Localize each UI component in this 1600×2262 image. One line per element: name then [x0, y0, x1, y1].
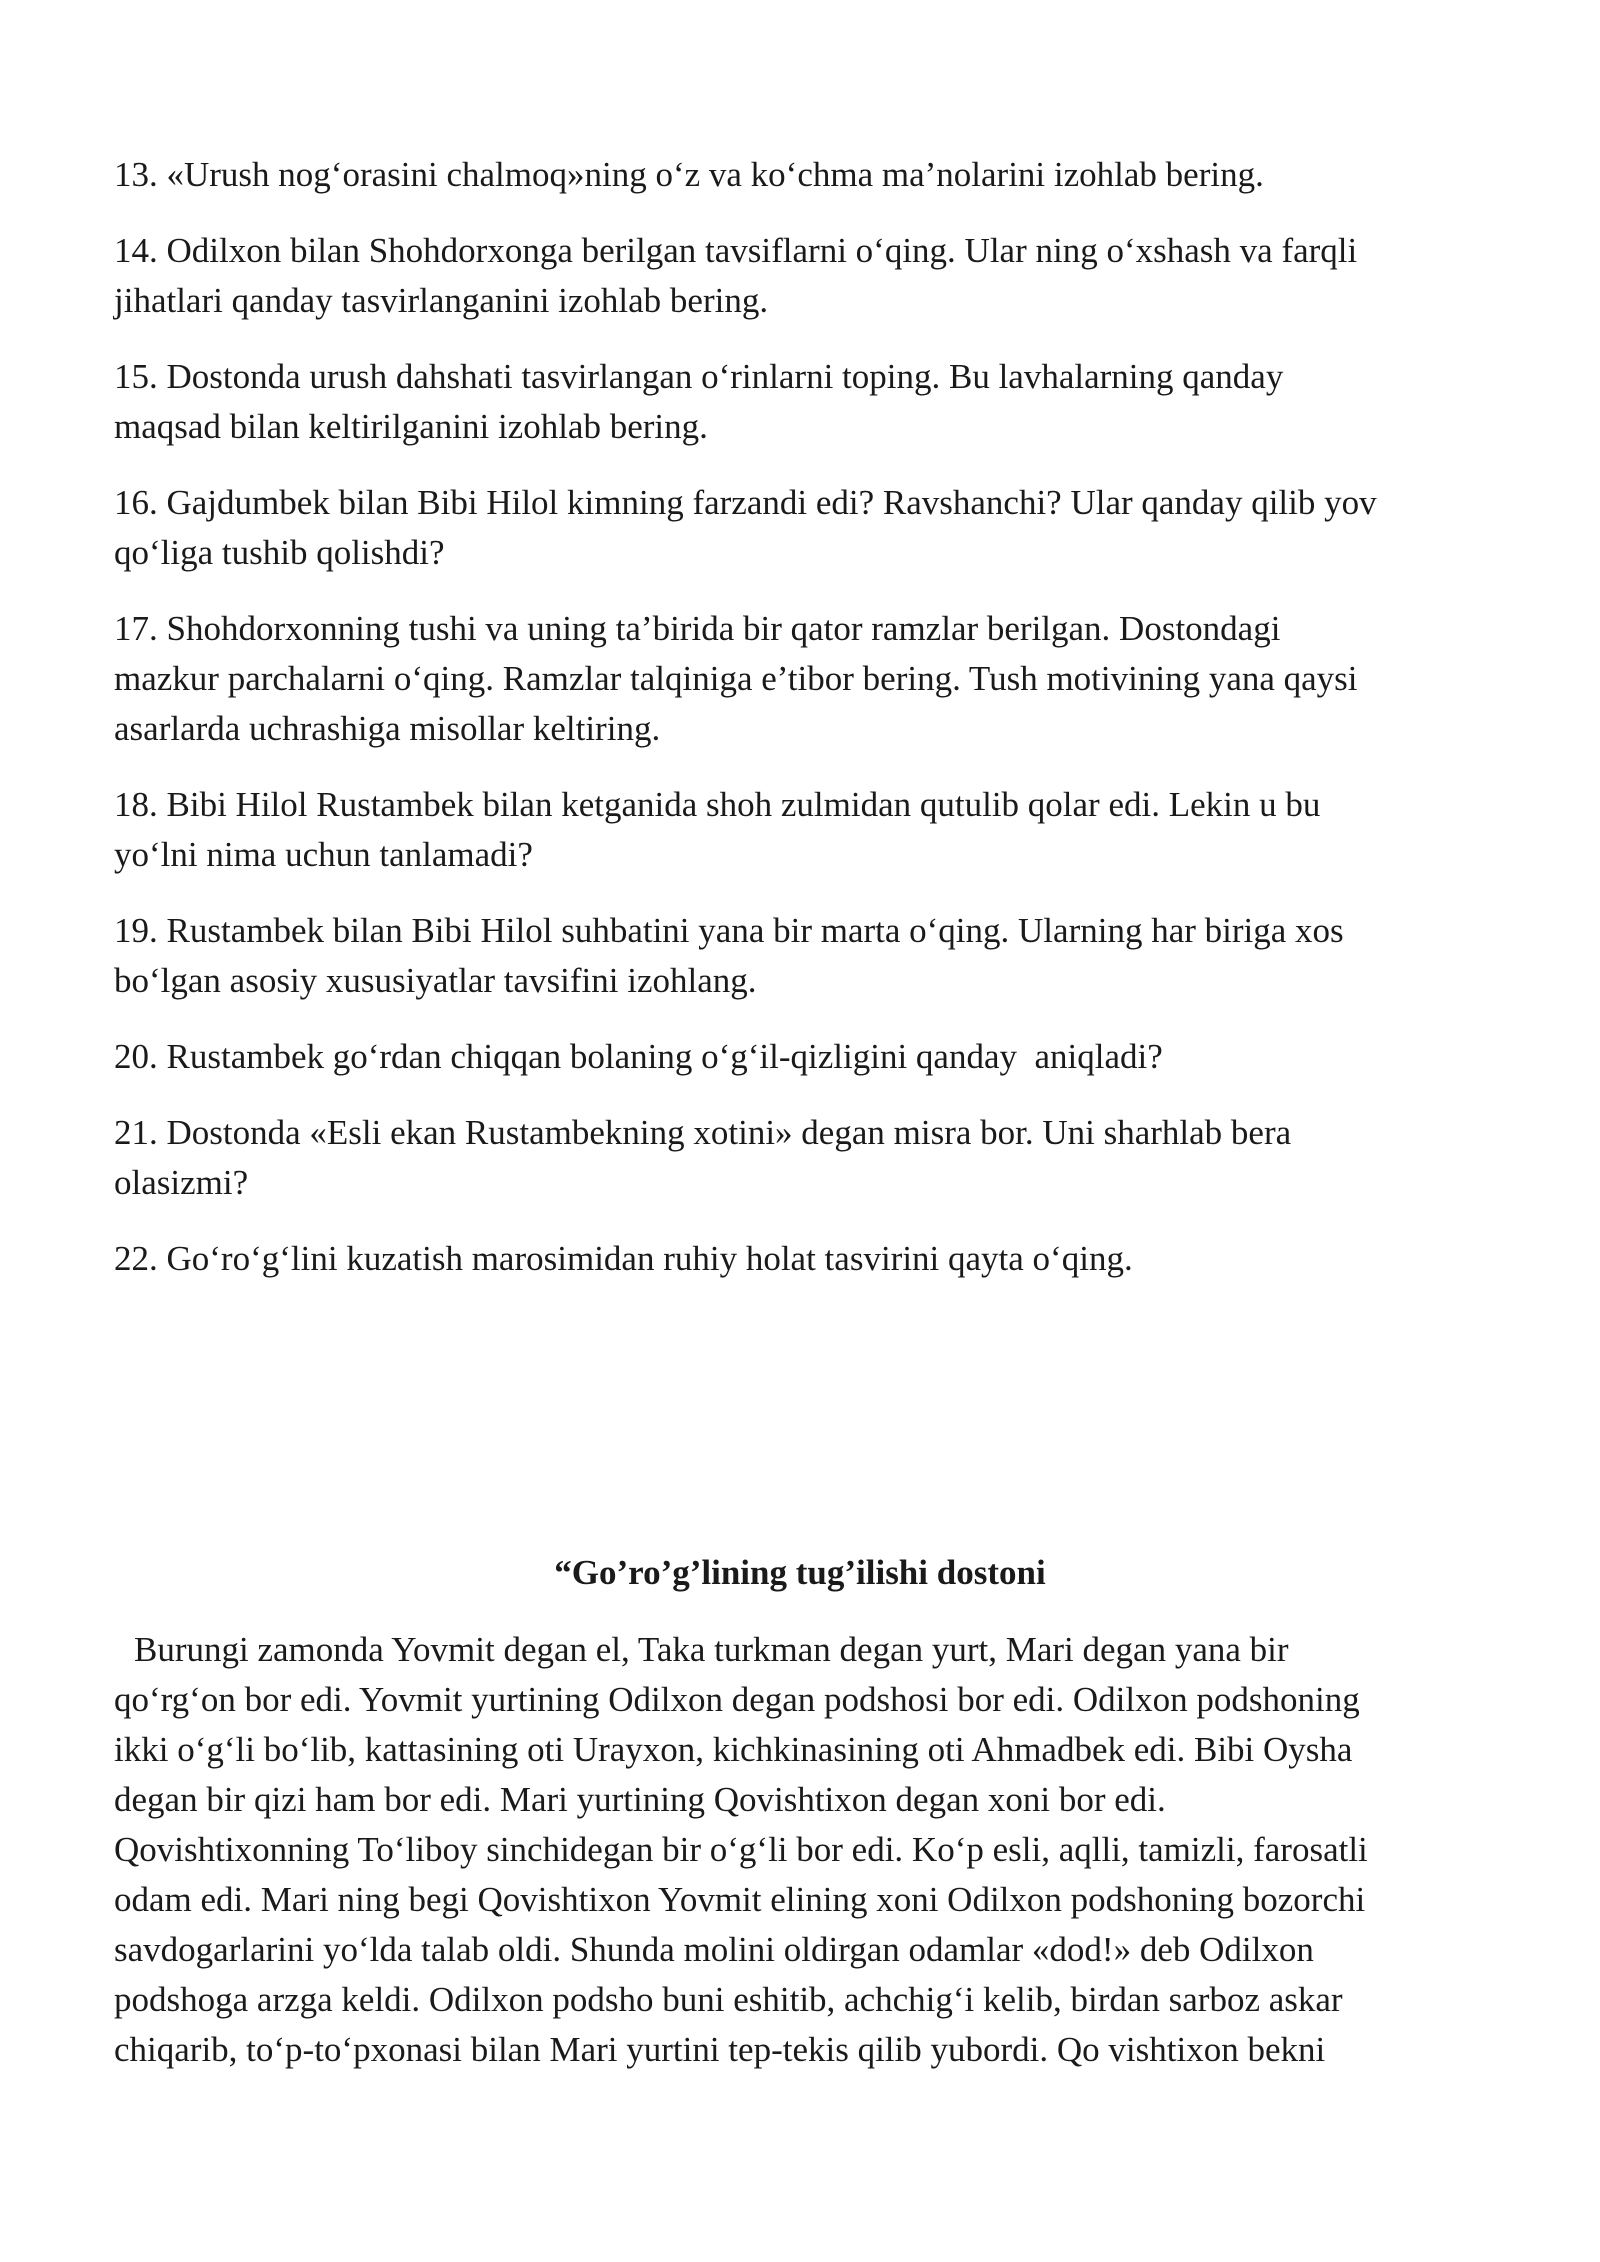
question-13: [114, 150, 1494, 200]
story-line: savdogarlarini yo‘lda talab oldi. Shunda molini oldirgan odamlar «dod!» deb Odilxon: [114, 1930, 1314, 1969]
story-line: ikki o‘g‘li bo‘lib, kattasining oti Urayxon, kichkinasining oti Ahmadbek edi. Bibi Oysha: [114, 1730, 1353, 1769]
question-20: [114, 1032, 1494, 1082]
question-line: olasizmi?: [114, 1163, 249, 1202]
question-line: 20. Rustambek go‘rdan chiqqan bolaning o‘g‘il-qizligini qanday aniqladi?: [114, 1037, 1163, 1076]
question-18: [114, 780, 1494, 880]
question-line: 13. «Urush nog‘orasini chalmoq»ning o‘z va ko‘chma ma’nolarini izohlab bering.: [114, 155, 1264, 194]
question-line: 18. Bibi Hilol Rustambek bilan ketganida shoh zulmidan qutulib qolar edi. Lekin u bu: [114, 785, 1321, 824]
question-line: qo‘liga tushib qolishdi?: [114, 533, 445, 572]
question-line: bo‘lgan asosiy xususiyatlar tavsifini izohlang.: [114, 961, 757, 1000]
question-16: [114, 478, 1494, 578]
story-line: chiqarib, to‘p-to‘pxonasi bilan Mari yurtini tep-tekis qilib yubordi. Qo vishtixon bekni: [114, 2030, 1326, 2069]
story-line: degan bir qizi ham bor edi. Mari yurtining Qovishtixon degan xoni bor edi.: [114, 1780, 1166, 1819]
question-line: mazkur parchalarni o‘qing. Ramzlar talqiniga e’tibor bering. Tush motivining yana qaysi: [114, 659, 1358, 698]
question-line: yo‘lni nima uchun tanlamadi?: [114, 835, 533, 874]
question-line: 19. Rustambek bilan Bibi Hilol suhbatini yana bir marta o‘qing. Ularning har biriga xos: [114, 911, 1344, 950]
question-line: 15. Dostonda urush dahshati tasvirlangan o‘rinlarni toping. Bu lavhalarning qanday: [114, 357, 1284, 396]
question-14: [114, 226, 1494, 326]
question-line: 21. Dostonda «Esli ekan Rustambekning xotini» degan misra bor. Uni sharhlab bera: [114, 1113, 1292, 1152]
section-title: “Go’ro’g’lining tug’ilishi dostoni: [554, 1553, 1046, 1592]
story-line: podshoga arzga keldi. Odilxon podsho buni eshitib, achchig‘i kelib, birdan sarboz askar: [114, 1980, 1343, 2019]
story-line: Burungi zamonda Yovmit degan el, Taka turkman degan yurt, Mari degan yana bir: [134, 1630, 1289, 1669]
question-17: [114, 604, 1494, 754]
question-line: maqsad bilan keltirilganini izohlab bering.: [114, 407, 708, 446]
question-line: 17. Shohdorxonning tushi va uning ta’birida bir qator ramzlar berilgan. Dostondagi: [114, 609, 1281, 648]
question-list: [114, 150, 1494, 1310]
question-line: jihatlari qanday tasvirlanganini izohlab bering.: [114, 281, 769, 320]
story-line: qo‘rg‘on bor edi. Yovmit yurtining Odilxon degan podshosi bor edi. Odilxon podshoning: [114, 1680, 1360, 1719]
story-line: Qovishtixonning To‘liboy sinchidegan bir o‘g‘li bor edi. Ko‘p esli, aqlli, tamizli, farosatli: [114, 1830, 1368, 1869]
question-line: 14. Odilxon bilan Shohdorxonga berilgan tavsiflarni o‘qing. Ular ning o‘xshash va farqli: [114, 231, 1358, 270]
question-19: [114, 906, 1494, 1006]
question-line: 22. Go‘ro‘g‘lini kuzatish marosimidan ruhiy holat tasvirini qayta o‘qing.: [114, 1239, 1133, 1278]
story-paragraph: [114, 1625, 1494, 2075]
question-15: [114, 352, 1494, 452]
question-21: [114, 1108, 1494, 1208]
question-line: 16. Gajdumbek bilan Bibi Hilol kimning farzandi edi? Ravshanchi? Ular qanday qilib yov: [114, 483, 1377, 522]
question-22: [114, 1234, 1494, 1284]
question-line: asarlarda uchrashiga misollar keltiring.: [114, 709, 661, 748]
story-line: odam edi. Mari ning begi Qovishtixon Yovmit elining xoni Odilxon podshoning bozorchi: [114, 1880, 1366, 1919]
